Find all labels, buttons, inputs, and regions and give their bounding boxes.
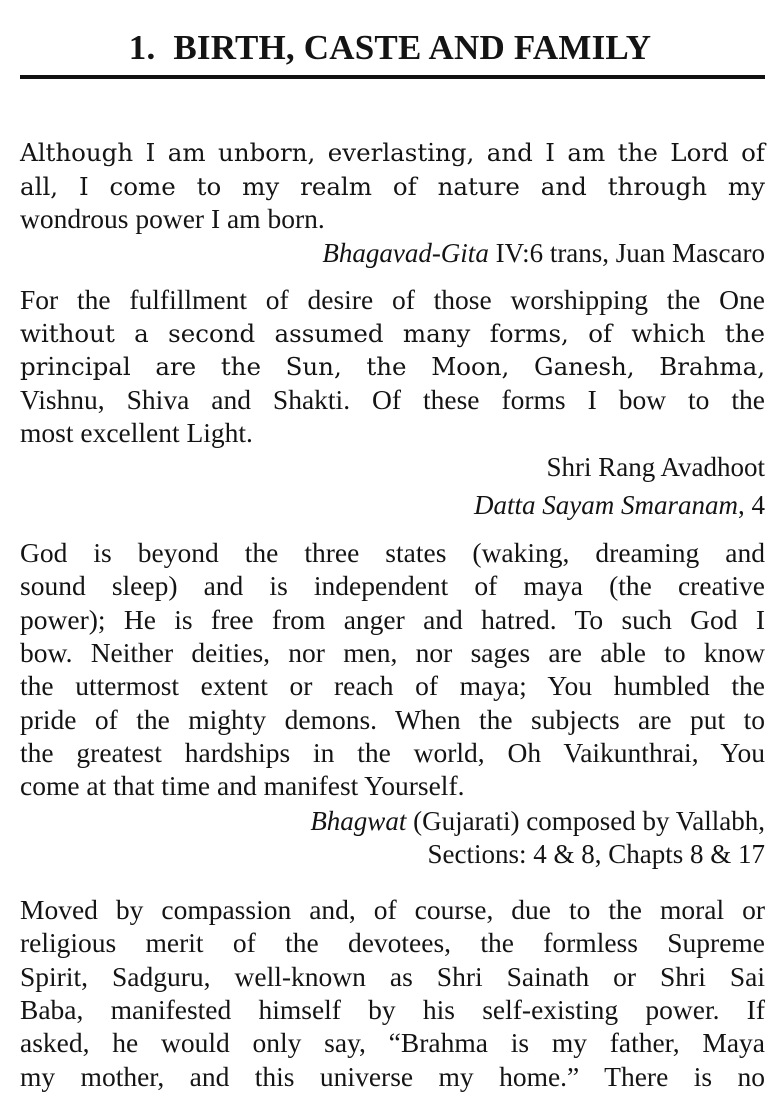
- citation-line: [428, 839, 766, 869]
- text-line: Vishnu, Shiva and Shakti. Of these forms I bow to the: [20, 384, 765, 415]
- citation-line: [322, 238, 765, 268]
- text-line: For the fulfillment of desire of those worshipping the One: [20, 284, 765, 315]
- citation-title: Datta Sayam Smaranam: [474, 490, 738, 520]
- heading-rule: [20, 75, 765, 79]
- citation-detail: Sections: 4 & 8, Chapts 8 & 17: [427, 839, 765, 869]
- text-line: without a second assumed many forms, of which the: [20, 319, 765, 348]
- text-line: God is beyond the three states (waking, dreaming and: [20, 537, 765, 568]
- citation-author: Shri Rang Avadhoot: [546, 452, 765, 482]
- text-line: Baba, manifested himself by his self-existing power. If: [20, 994, 765, 1025]
- chapter-heading: [0, 28, 780, 68]
- text-line: religious merit of the devotees, the formless Supreme: [20, 927, 765, 958]
- text-line: come at that time and manifest Yourself.: [20, 770, 465, 801]
- citation-detail: , 4: [738, 490, 765, 520]
- citation-detail: (Gujarati) composed by Vallabh,: [406, 806, 765, 836]
- text-line: all, I come to my realm of nature and through my: [20, 172, 765, 201]
- citation-title: Bhagwat: [310, 806, 407, 836]
- text-line: bow. Neither deities, nor men, nor sages are able to know: [20, 637, 765, 668]
- chapter-number: 1.: [128, 28, 156, 67]
- text-line: sound sleep) and is independent of maya (the creative: [20, 570, 765, 601]
- text-line: Moved by compassion and, of course, due to the moral or: [20, 894, 765, 925]
- text-line: pride of the mighty demons. When the subjects are put to: [20, 704, 765, 735]
- text-line: my mother, and this universe my home.” There is no: [20, 1061, 765, 1092]
- text-line: most excellent Light.: [20, 417, 253, 448]
- citation-line: [310, 806, 765, 836]
- text-line: the greatest hardships in the world, Oh Vaikunthrai, You: [20, 737, 765, 768]
- citation-detail: IV:6 trans, Juan Mascaro: [488, 238, 765, 268]
- citation-line: [547, 452, 766, 482]
- text-line: wondrous power I am born.: [20, 203, 325, 234]
- text-line: Spirit, Sadguru, well-known as Shri Sainath or Shri Sai: [20, 961, 765, 992]
- text-line: Although I am unborn, everlasting, and I am the Lord of: [20, 138, 765, 167]
- text-line: the uttermost extent or reach of maya; You humbled the: [20, 670, 765, 701]
- chapter-title: BIRTH, CASTE AND FAMILY: [173, 28, 652, 67]
- text-line: principal are the Sun, the Moon, Ganesh, Brahma,: [20, 352, 765, 381]
- text-line: power); He is free from anger and hatred. To such God I: [20, 604, 765, 635]
- citation-title: Bhagavad-Gita: [322, 238, 489, 268]
- citation-line: [474, 490, 765, 520]
- text-line: asked, he would only say, “Brahma is my father, Maya: [20, 1027, 765, 1058]
